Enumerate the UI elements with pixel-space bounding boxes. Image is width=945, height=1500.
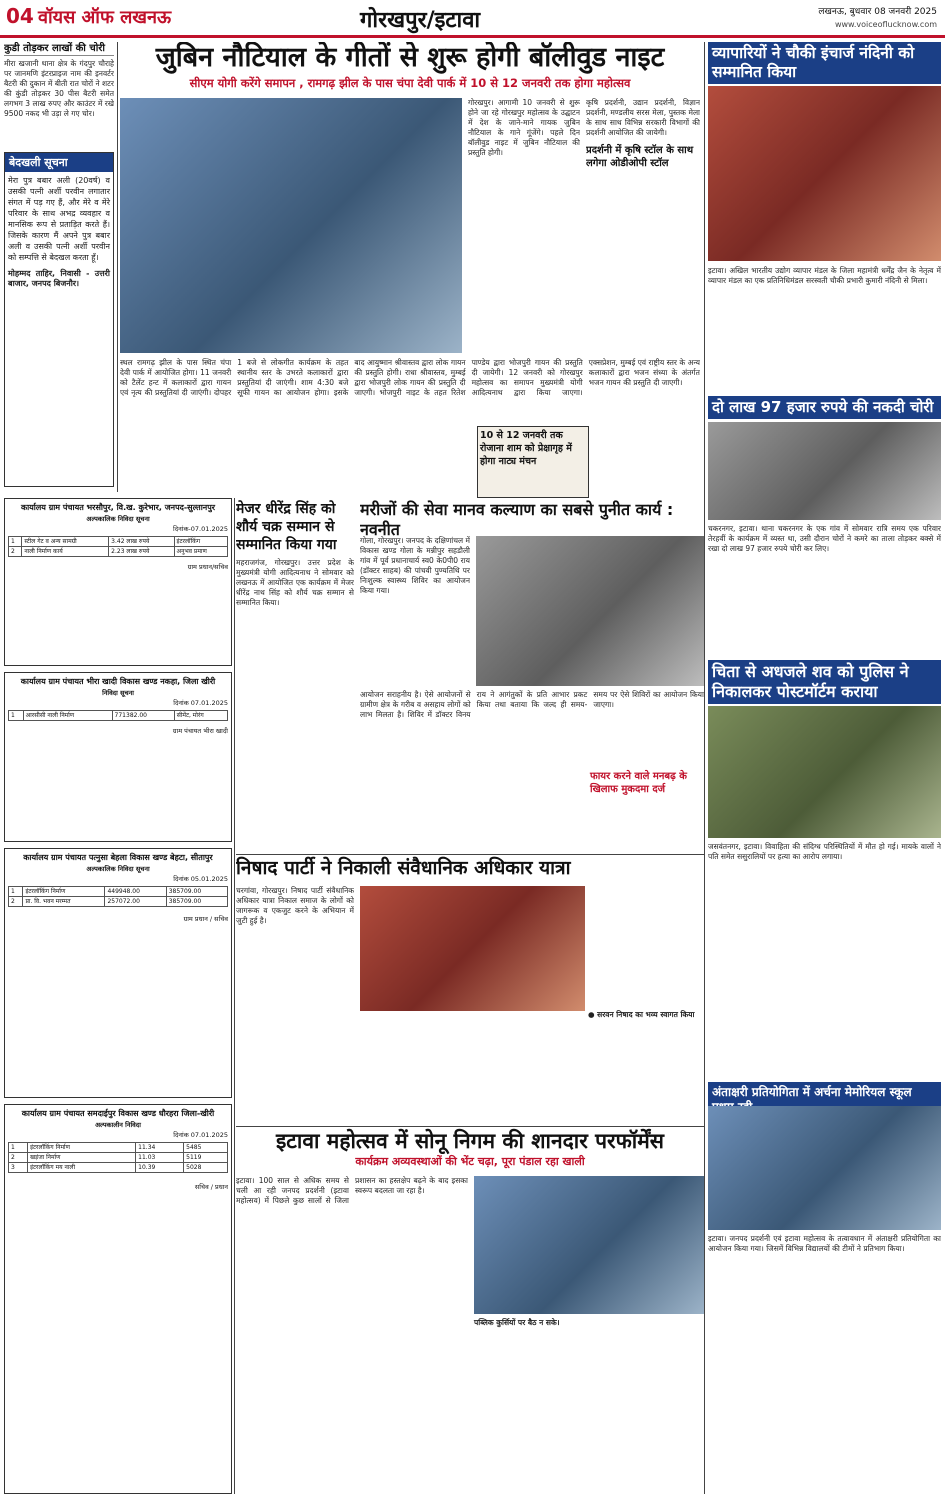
odop-box-title: प्रदर्शनी में कृषि स्टॉल के साथ लगेगा ओडीओपी स्टॉल bbox=[586, 145, 694, 169]
nishad-caption: ● सरवन निषाद का भव्य स्वागत किया bbox=[588, 1010, 695, 1019]
tender-notice-3 bbox=[4, 848, 232, 1098]
sonu-subhead: कार्यक्रम अव्यवस्थाओं की भेंट चढ़ा, पूरा पंडाल रहा खाली bbox=[355, 1155, 585, 1168]
notice-date: दिनांक 07.01.2025 bbox=[173, 699, 228, 707]
chita-headline: चिता से अधजले शव को पुलिस ने निकालकर पोस्टमॉर्टम कराया bbox=[708, 660, 941, 704]
sonu-caption: पब्लिक कुर्सियों पर बैठ न सके। bbox=[474, 1318, 560, 1327]
sonu-story bbox=[236, 1128, 704, 1494]
notice-date: दिनांक-07.01.2025 bbox=[173, 525, 228, 533]
masthead: वॉयस ऑफ लखनऊ bbox=[38, 7, 172, 28]
brief-headline: कुडी तोड़कर लाखों की चोरी bbox=[4, 42, 114, 56]
notice-sub: अल्पकालीन निविदा bbox=[95, 1121, 141, 1129]
chori-story bbox=[708, 396, 941, 656]
tender-notice-1 bbox=[4, 498, 232, 666]
nishad-body: चरगांवा, गोरखपुर। निषाद पार्टी संवैधानिक अधिकार यात्रा निकाल समाज के लोगों को जागरूक व एकजुट करने के अभियान में जुटी हुई है। bbox=[236, 886, 354, 925]
vyapari-body: इटावा। अखिल भारतीय उद्योग व्यापार मंडल के जिला महामंत्री धर्मेंद्र जैन के नेतृत्व में व्यापार मंडल का एक प्रतिनिधिमंडल सरस्वती चौकी प्रभारी कुमारी नंदिनी से मिला। bbox=[708, 266, 941, 285]
tender-notice-2 bbox=[4, 672, 232, 842]
issue-date: लखनऊ, बुधवार 08 जनवरी 2025 bbox=[818, 7, 937, 17]
antakshari-headline: अंताक्षरी प्रतियोगिता में अर्चना मेमोरियल स्कूल bbox=[708, 1082, 941, 1118]
notice-sign: ग्राम प्रधान / सचिव bbox=[183, 915, 228, 923]
main-continuation: स्थल रामगढ़ झील के पास स्थित चंपा देवी पार्क में आयोजित होगा। 11 जनवरी को टैलेंट हन्ट में कलाकारों द्वारा गायन एवं नृत्य की प्रस्तुतियां दी जाएंगी। दोपहर 1 बजे से लोकगीत कार्यक्रम के तहत स्थानीय स्तर के उभरते कलाकारों द्वारा प्रस्तुतियां दी जाएंगी। शाम 4:30 बजे सूफी गायन का आयोजन होगा। इसके बाद आयुष्मान श्रीवास्तव द्वारा लोक गायन की प्रस्तुति होगी। राधा श्रीवास्तव, मुम्बई द्वारा भोजपुरी लोक गायन की प्रस्तुति दी जाएगी। भोजपुरी नाइट के तहत रितेश पाण्डेय द्वारा भोजपुरी गायन की प्रस्तुति दी जायेगी। 12 जनवरी को गोरखपुर महोत्सव का समापन मुख्यमंत्री योगी आदित्यनाथ द्वारा किया जाएगा। एक्सप्रेशन, मुम्बई एवं राष्ट्रीय स्तर के अन्य कलाकारों द्वारा भजन संध्या के अंतर्गत भजन गायन की प्रस्तुति दी जाएगी। bbox=[120, 358, 700, 397]
natya-box bbox=[477, 426, 589, 498]
main-story bbox=[120, 42, 700, 498]
navneet-continued: आयोजन सराहनीय है। ऐसे आयोजनों से ग्रामीण क्षेत्र के गरीब व असहाय लोगों को लाभ मिलता है। शिविर में डॉक्टर विनय राय ने आगंतुकों के प्रति आभार प्रकट किया तथा बताया कि जल्द ही समय-समय पर ऐसे शिविरों का आयोजन किया जाएगा। bbox=[360, 690, 704, 719]
navneet-body: गोला, गोरखपुर। जनपद के दक्षिणांचल में विकास खण्ड गोला के मन्नीपुर सहडौली गांव में पूर्व प्रधानाचार्य स्व0 के0पी0 राय (डॉक्टर साहब) की पांचवी पुण्यतिथि पर निःशुल्क स्वास्थ्य शिविर का आयोजन किया गया। bbox=[360, 536, 470, 595]
bedakhli-text: मेरा पुत्र बबार अली (20वर्ष) व उसकी पत्नी अर्शी परवीन लगातार संगत में पड़ गए हैं, और मेरे व मेरे परिवार के साथ अभद्र व्यवहार व मानसिक रूप से प्रताड़ित करते हैं। जिसके कारण मैं अपने पुत्र बबार अली व उसकी पत्नी अर्शी परवीन को सम्पत्ति से बेदखल करता हूँ। bbox=[8, 176, 110, 262]
dhirendra-body: महराजगंज, गोरखपुर। उत्तर प्रदेश के मुख्यमंत्री योगी आदित्यनाथ ने सोमवार को लखनऊ में आयोजित एक कार्यक्रम में मेजर धीरेंद्र नाथ सिंह को शौर्य चक्र सम्मान से सम्मानित किया। bbox=[236, 558, 354, 607]
notice-sign: ग्राम पंचायत भीरा खादी bbox=[172, 727, 228, 735]
fire-box-title: फायर करने वाले मनबढ़ के खिलाफ मुकदमा दर्ज bbox=[590, 771, 687, 795]
navneet-headline: मरीजों की सेवा मानव कल्याण का सबसे पुनीत कार्य : नवनीत bbox=[360, 500, 674, 539]
vyapari-story bbox=[708, 42, 941, 392]
main-body: गोरखपुर। आगामी 10 जनवरी से शुरू होने जा रहे गोरखपुर महोत्सव के उद्घाटन में देश के जाने-माने गायक जुबिन नौटियाल के गाने गूंजेंगे। पहले दिन बॉलीवुड नाइट में जुबिन नौटियाल की प्रस्तुति होगी। bbox=[468, 98, 580, 157]
brief-text: मीरा खजानी थाना क्षेत्र के गंदपुर चौराहे पर जानमणि इंटरप्राइज नाम की इनवर्टर बैटरी की दुकान में बीती रात चोरों ने शटर की कुंडी तोड़कर 30 पीस बैटरी समेत लगभग 3 लाख रुपए और काउंटर में रखे 9500 नकद भी उड़ा ले गए चोर। bbox=[4, 59, 114, 118]
notice-title: कार्यालय ग्राम पंचायत भरसौपुर, वि.ख. कुरेभार, जनपद-सुल्तानपुर bbox=[20, 503, 216, 512]
section-title: गोरखपुर/इटावा bbox=[360, 8, 481, 33]
sonu-headline: इटावा महोत्सव में सोनू निगम की शानदार परफॉर्मेंस bbox=[276, 1129, 664, 1153]
dhirendra-story bbox=[236, 500, 354, 855]
chori-headline: दो लाख 97 हजार रुपये की नकदी चोरी bbox=[708, 396, 941, 419]
notice-sign: सचिव / प्रधान bbox=[194, 1183, 228, 1191]
nishad-story bbox=[236, 856, 704, 1124]
notice-sub: अल्पकालिक निविदा सूचना bbox=[86, 865, 150, 873]
sonu-body: इटावा। 100 साल से अधिक समय से चली आ रही जनपद प्रदर्शनी (इटावा महोत्सव) में पिछले कुछ सालों से जिला प्रशासन का हस्तक्षेप बढ़ने के बाद इसका स्वरूप बदलता जा रहा है। bbox=[236, 1176, 468, 1205]
chita-photo bbox=[708, 706, 941, 838]
antakshari-body: इटावा। जनपद प्रदर्शनी एवं इटावा महोत्सव के तत्वावधान में अंताक्षरी प्रतियोगिता का आयोजन किया गया। जिसमें विभिन्न विद्यालयों की टीमों ने प्रतिभाग किया। bbox=[708, 1234, 941, 1253]
notice-sub: निविदा सूचना bbox=[102, 689, 134, 697]
bedakhli-notice bbox=[4, 152, 114, 487]
natya-box-title: 10 से 12 जनवरी तक रोजाना शाम को प्रेक्षागृह में होगा नाट्य मंचन bbox=[480, 430, 572, 467]
notice-date: दिनांक 07.01.2025 bbox=[173, 1131, 228, 1139]
antakshari-photo bbox=[708, 1106, 941, 1230]
bedakhli-sign: मोहम्मद ताहिर, निवासी - उत्तरी बाजार, जनपद बिजनौर। bbox=[8, 269, 110, 288]
notice-table: 1 इंटरलॉकिंग निर्माण 11.34 5485 2 खड़ंजा निर्माण 11.03 5119 3 इंटरलॉकिंग मय नाली 10.39 5028 bbox=[8, 1142, 228, 1173]
vyapari-headline: व्यापारियों ने चौकी इंचार्ज नंदिनी को सम्मानित किया bbox=[708, 42, 941, 84]
chita-body: जसवंतनगर, इटावा। विवाहिता की संदिग्ध परिस्थितियों में मौत हो गई। मायके वालों ने पति समेत ससुरालियों पर हत्या का आरोप लगाया। bbox=[708, 842, 941, 861]
chita-story bbox=[708, 660, 941, 1080]
website: www.voiceoflucknow.com bbox=[834, 20, 937, 29]
notice-date: दिनांक 05.01.2025 bbox=[173, 875, 228, 883]
notice-table: 1 स्टील गेट व अन्य सामग्री 3.42 लाख रुपये इंटरलॉकिंग 2 नाली निर्माण कार्य 2.23 लाख रुपये अनुभव प्रमाण bbox=[8, 536, 228, 557]
notice-title: कार्यालय ग्राम पंचायत समदाईपुर विकास खण्ड धौरहरा जिला-खीरी bbox=[21, 1109, 215, 1118]
notice-title: कार्यालय ग्राम पंचायत पत्नुसा बेहला विकास खण्ड बेहटा, सीतापुर bbox=[23, 853, 213, 862]
main-photo bbox=[120, 98, 462, 353]
chori-photo bbox=[708, 422, 941, 520]
main-col3: कृषि प्रदर्शनी, उद्यान प्रदर्शनी, विज्ञान प्रदर्शनी, मण्डलीय सरस मेला, पुस्तक मेला के साथ साथ विभिन्न सरकारी विभागों की प्रदर्शनी आयोजित की जायेगी। प्रदर्शनी में कृषि स्टॉल के साथ लगेगा ओडीओपी स्टॉल bbox=[586, 98, 700, 169]
antakshari-story bbox=[708, 1082, 941, 1494]
main-subhead: सीएम योगी करेंगे समापन , रामगढ़ झील के पास चंपा देवी पार्क में 10 से 12 जनवरी तक होगा महोत्सव bbox=[189, 76, 631, 90]
nishad-headline: निषाद पार्टी ने निकाली संवैधानिक अधिकार यात्रा bbox=[236, 857, 571, 879]
notice-sub: अल्पकालिक निविदा सूचना bbox=[86, 515, 150, 523]
dhirendra-headline: मेजर धीरेंद्र सिंह को शौर्य चक्र सम्मान से सम्मानित किया गया bbox=[236, 501, 337, 553]
navneet-story bbox=[360, 500, 704, 855]
sonu-photo bbox=[474, 1176, 704, 1314]
vyapari-photo bbox=[708, 86, 941, 261]
navneet-photo bbox=[476, 536, 704, 686]
page-number: 04 bbox=[6, 4, 34, 28]
notice-title: कार्यालय ग्राम पंचायत भीरा खादी विकास खण्ड नकहा, जिला खीरी bbox=[20, 677, 216, 686]
notice-table: 1 इंटरलॉकिंग निर्माण 449948.00 385709.00 2 प्रा. वि. भवन मरम्मत 257072.00 385709.00 bbox=[8, 886, 228, 907]
notice-table: 1 आरसीसी नाली निर्माण 771382.00 सीमेंट, मोरंग bbox=[8, 710, 228, 721]
bedakhli-title: बेदखली सूचना bbox=[5, 153, 113, 172]
tender-notice-4 bbox=[4, 1104, 232, 1494]
nishad-photo bbox=[360, 886, 585, 1011]
page-header bbox=[0, 0, 945, 38]
brief-chori bbox=[4, 42, 114, 150]
chori-body: चकरनगर, इटावा। थाना चकरनगर के एक गांव में सोमवार रात्रि समय एक परिवार तेरहवीं के कार्यक्रम में व्यस्त था, उसी दौरान चोरों ने कमरे का ताला तोड़कर बक्से में रखा दो लाख 97 हजार रुपये चोरी कर लिए। bbox=[708, 524, 941, 553]
main-headline: जुबिन नौटियाल के गीतों से शुरू होगी बॉलीवुड नाइट bbox=[155, 42, 665, 73]
notice-sign: ग्राम प्रधान/सचिव bbox=[187, 563, 228, 571]
